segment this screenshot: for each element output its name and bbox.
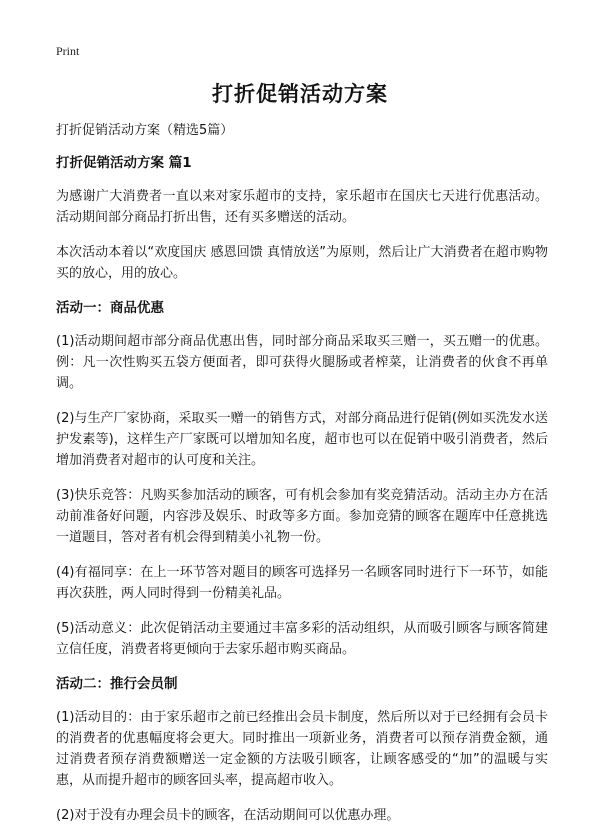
activity-1-paragraph-3: (3)快乐竞答：凡购买参加活动的顾客，可有机会参加有奖竞猜活动。活动主办方在活动前准备好问题，内容涉及娱乐、时政等多方面。参加竞猜的顾客在题库中任意挑选一道题目，答对者有机会得到精美小礼物一份。 [56,488,548,545]
document-body [56,120,548,840]
activity-1-heading: 活动一：商品优惠 [56,300,164,316]
section-heading-1: 打折促销活动方案 篇1 [56,155,192,171]
print-link[interactable]: Print [56,44,80,58]
activity-1-paragraph-1: (1)活动期间超市部分商品优惠出售，同时部分商品采取买三赠一，买五赠一的优惠。例：凡一次性购买五袋方便面者，即可获得火腿肠或者榨菜，让消费者的伙食不再单调。 [56,334,548,391]
activity-2-heading: 活动二：推行会员制 [56,676,178,692]
document-subtitle: 打折促销活动方案（精选5篇） [56,123,234,138]
intro-paragraph-1: 为感谢广大消费者一直以来对家乐超市的支持，家乐超市在国庆七天进行优惠活动。活动期间部分商品打折出售，还有买多赠送的活动。 [56,189,548,225]
activity-2-paragraph-1: (1)活动目的：由于家乐超市之前已经推出会员卡制度，然后所以对于已经拥有会员卡的消费者的优惠幅度将会更大。同时推出一项新业务，消费者可以预存消费金额，通过消费者预存消费额赠送一定金额的方法吸引顾客，让顾客感受的“加”的温暖与实惠，从而提升超市的顾客回头率，提高超市收入。 [56,710,548,788]
activity-2-paragraph-2: (2)对于没有办理会员卡的顾客，在活动期间可以优惠办理。 [56,808,400,823]
activity-1-paragraph-2: (2)与生产厂家协商，采取买一赠一的销售方式，对部分商品进行促销(例如买洗发水送护发素等)，这样生产厂家既可以增加知名度，超市也可以在促销中吸引消费者，然后增加消费者对超市的认可度和关注。 [56,411,548,468]
activity-1-paragraph-5: (5)活动意义：此次促销活动主要通过丰富多彩的活动组织，从而吸引顾客与顾客简建立信任度，消费者将更倾向于去家乐超市购买商品。 [56,621,548,657]
intro-paragraph-2: 本次活动本着以“欢度国庆 感恩回馈 真情放送”为原则，然后让广大消费者在超市购物买的放心，用的放心。 [56,245,548,281]
page-title: 打折促销活动方案 [212,82,388,106]
activity-1-paragraph-4: (4)有福同享：在上一环节答对题目的顾客可选择另一名顾客同时进行下一环节，如能再次获胜，两人同时得到一份精美礼品。 [56,565,548,601]
